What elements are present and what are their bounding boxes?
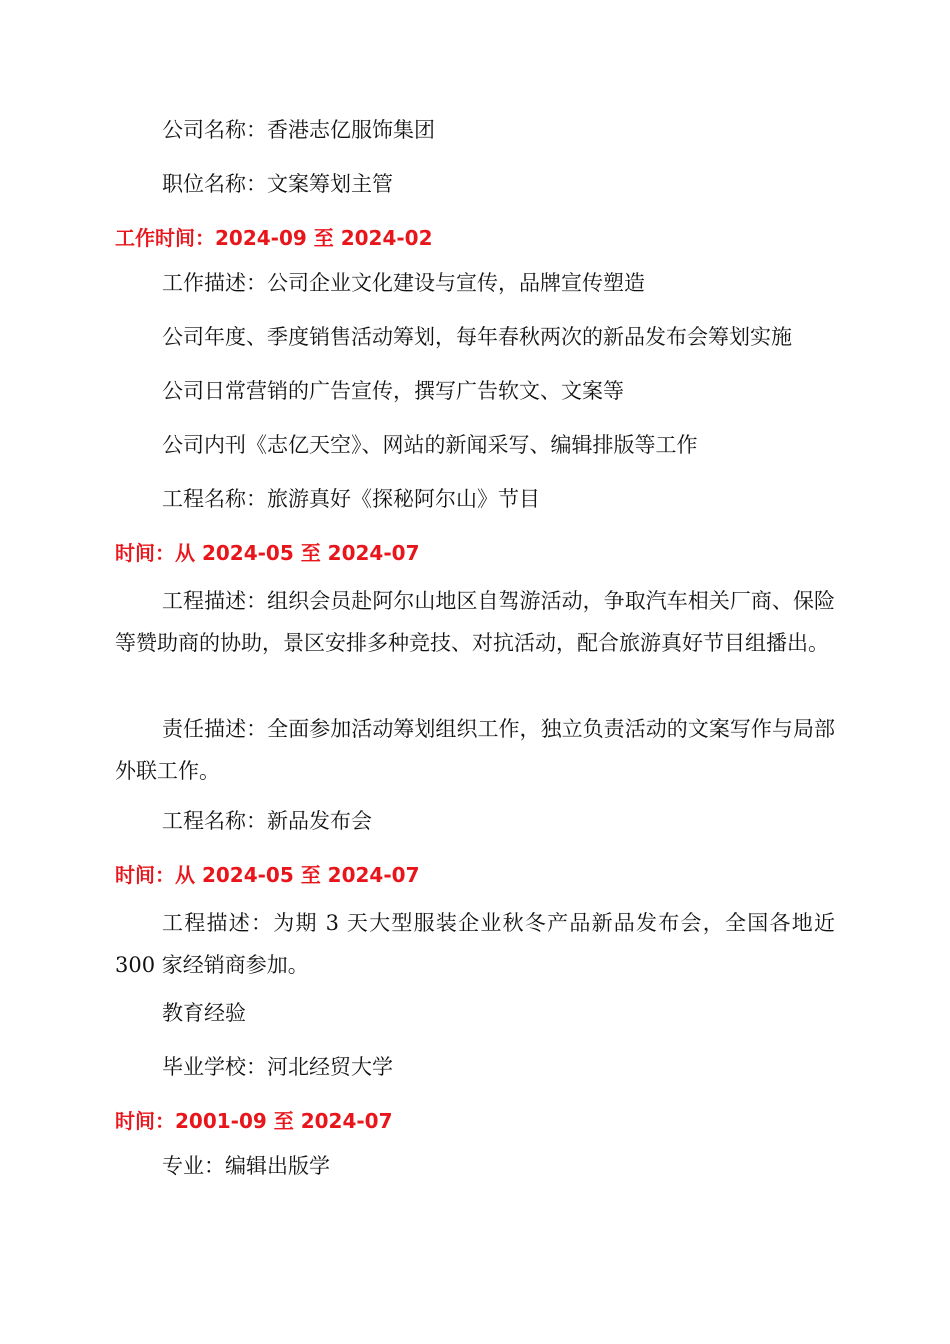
education-time: 时间：2001-09 至 2024-07 xyxy=(115,1109,393,1133)
duty-item: 公司内刊《志亿天空》、网站的新闻采写、编辑排版等工作 xyxy=(162,433,698,457)
project-time: 时间：从 2024-05 至 2024-07 xyxy=(115,863,420,887)
duty-item: 公司年度、季度销售活动筹划，每年春秋两次的新品发布会筹划实施 xyxy=(162,325,792,349)
project-responsibility: 责任描述：全面参加活动筹划组织工作，独立负责活动的文案写作与局部外联工作。 xyxy=(115,717,835,783)
project-time: 时间：从 2024-05 至 2024-07 xyxy=(115,541,420,565)
education-heading: 教育经验 xyxy=(162,1001,246,1025)
work-description: 工作描述：公司企业文化建设与宣传，品牌宣传塑造 xyxy=(162,271,645,295)
project-description: 工程描述：组织会员赴阿尔山地区自驾游活动，争取汽车相关厂商、保险等赞助商的协助，景区安排多种竞技、对抗活动，配合旅游真好节目组播出。 xyxy=(115,589,835,655)
major: 专业：编辑出版学 xyxy=(162,1154,330,1178)
project-name: 工程名称：旅游真好《探秘阿尔山》节目 xyxy=(162,487,540,511)
project-description: 工程描述：为期 3 天大型服装企业秋冬产品新品发布会，全国各地近 300 家经销商参加。 xyxy=(115,911,835,977)
duty-item: 公司日常营销的广告宣传，撰写广告软文、文案等 xyxy=(162,379,624,403)
project-name: 工程名称：新品发布会 xyxy=(162,809,372,833)
work-time: 工作时间：2024-09 至 2024-02 xyxy=(115,226,433,250)
company-name: 公司名称：香港志亿服饰集团 xyxy=(162,118,435,142)
school-name: 毕业学校：河北经贸大学 xyxy=(162,1055,393,1079)
position-name: 职位名称：文案筹划主管 xyxy=(162,172,393,196)
